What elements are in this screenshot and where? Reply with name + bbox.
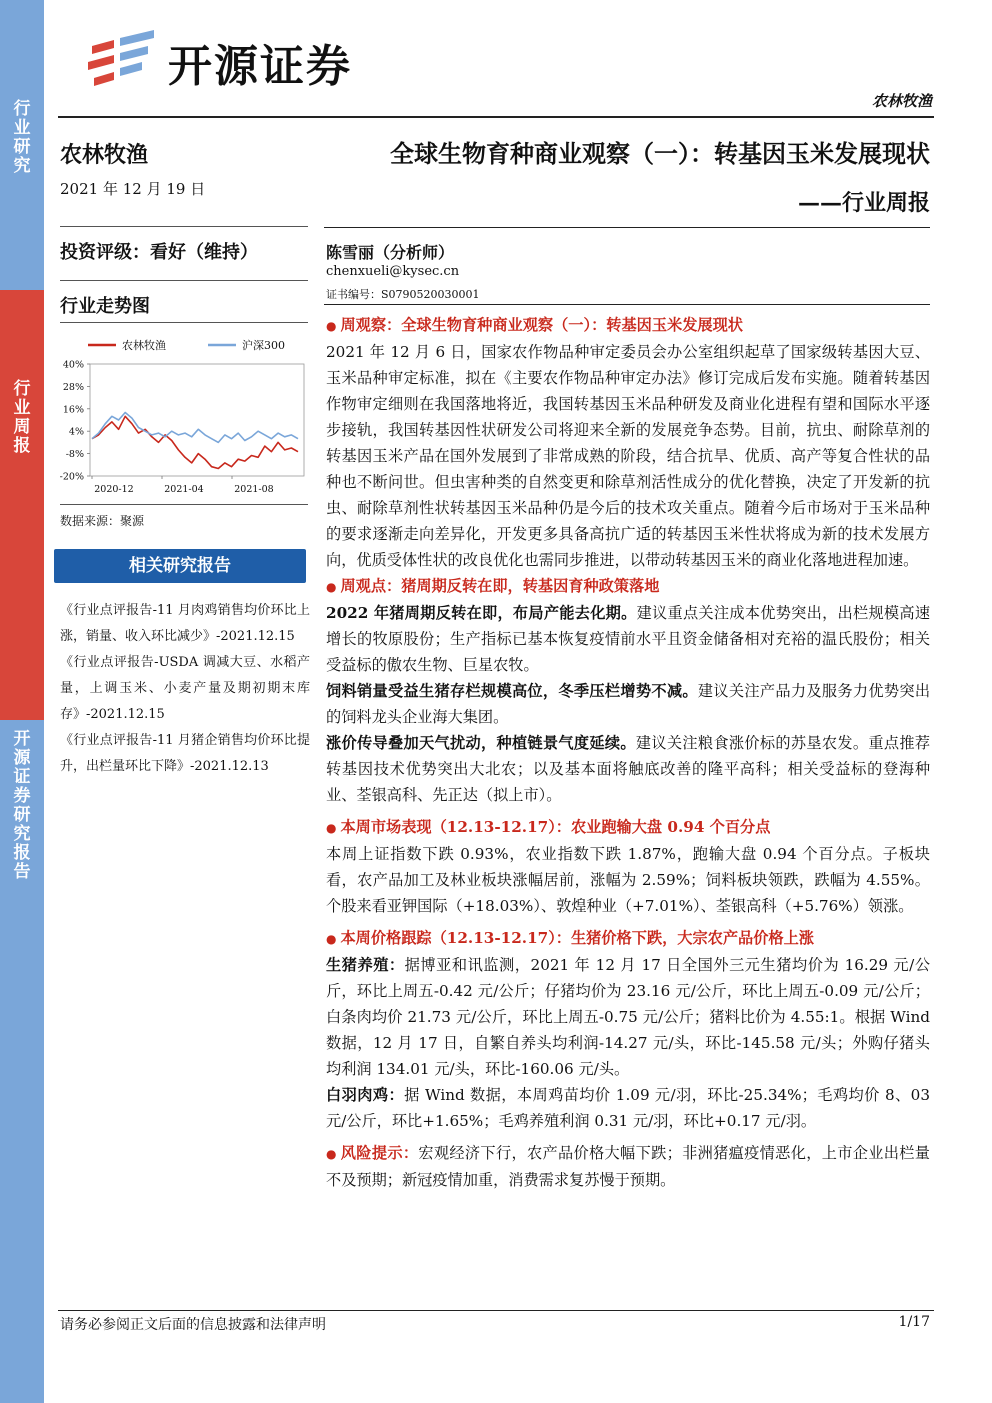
section-paragraph	[326, 678, 930, 730]
section-paragraph	[326, 1082, 930, 1134]
paragraph-text: 据博亚和讯监测，2021 年 12 月 17 日全国外三元生猪均价为 16.29 元/公斤，环比上周五-0.42 元/公斤；仔猪均价为 23.16 元/公斤，环比上周五-0.09 元/公斤；白条肉均价 21.73 元/公斤，环比上周五-0.75 元/公斤；猪料比价为 4.55:1。根据 Wind 数据，12 月 17 日，自繁自养头均利润-14.27 元/头，环比-145.58 元/头；外购仔猪头均利润 134.01 元/头，环比-160.06 元/头。	[326, 956, 931, 1078]
analyst-cert: 证书编号：S0790520030001	[326, 288, 480, 301]
paragraph-text: 建议关注产品力及服务力优势突出的饲料龙头企业海大集团。	[326, 682, 931, 726]
header-divider	[58, 116, 934, 118]
section-paragraph: 本周上证指数下跌 0.93%，农业指数下跌 1.87%，跑输大盘 0.94 个百分点。子板块看，农产品加工及林业板块涨幅居前，涨幅为 2.59%；饲料板块领跌，跌幅为 4.55%。个股来看亚钾国际（+18.03%）、敦煌种业（+7.01%）、荃银高科（+5.76%）领涨。	[326, 845, 930, 915]
data-source: 数据来源：聚源	[60, 514, 145, 528]
series-line-agri	[92, 416, 298, 468]
x-tick-label: 2021-04	[164, 484, 204, 495]
trend-title: 行业走势图	[60, 296, 150, 317]
paragraph-text: 建议关注粮食涨价标的苏垦农发。重点推荐转基因技术优势突出大北农；以及基本面将触底改善的隆平高科；相关受益标的登海种业、荃银高科、先正达（拟上市）。	[326, 734, 931, 804]
paragraph-lead: 生猪养殖：	[326, 956, 405, 974]
y-tick-label: 40%	[62, 359, 84, 371]
page-number: 1/17	[898, 1314, 930, 1330]
related-report-item[interactable]: 《行业点评报告-USDA 调减大豆、水稻产量，上调玉米、小麦产量及期初期末库存》-2021.12.15	[60, 655, 310, 722]
paragraph-text: 宏观经济下行，农产品价格大幅下跌；非洲猪瘟疫情恶化，上市企业出栏量不及预期；新冠疫情加重，消费需求复苏慢于预期。	[326, 1144, 930, 1189]
side-label-bot: 开源证券研究报告	[13, 729, 31, 882]
related-reports-list	[60, 598, 310, 780]
section-heading: ● 本周市场表现（12.13-12.17）：农业跑输大盘 0.94 个百分点	[326, 814, 930, 841]
risk-heading: ● 风险提示：	[326, 1144, 418, 1162]
y-tick-label: 28%	[62, 381, 84, 393]
left-divider	[60, 322, 308, 323]
brand-logo-icon	[84, 28, 160, 90]
legend-label: 农林牧渔	[122, 339, 166, 352]
industry-title: 农林牧渔	[60, 142, 149, 168]
y-tick-label: 4%	[68, 426, 84, 438]
y-tick-label: 16%	[62, 404, 84, 416]
analyst-email[interactable]: chenxueli@kysec.cn	[326, 264, 460, 279]
section-paragraph	[326, 952, 930, 1082]
report-date: 2021 年 12 月 19 日	[60, 180, 206, 198]
report-body	[326, 312, 930, 1193]
section-heading: ● 周观察：全球生物育种商业观察（一）：转基因玉米发展现状	[326, 312, 930, 339]
section-paragraph	[326, 1140, 930, 1193]
section-paragraph	[326, 600, 930, 678]
paragraph-lead: 2022 年猪周期反转在即，布局产能去化期。	[326, 604, 637, 622]
report-subtitle: ——行业周报	[797, 190, 930, 216]
paragraph-lead: 白羽肉鸡：	[326, 1086, 405, 1104]
plot-frame	[90, 364, 304, 476]
side-label-top: 行业研究	[13, 99, 31, 176]
related-report-item[interactable]: 《行业点评报告-11 月肉鸡销售均价环比上涨，销量、收入环比减少》-2021.12.15	[60, 603, 310, 644]
investment-rating: 投资评级：看好（维持）	[60, 242, 258, 263]
analyst-name: 陈雪丽（分析师）	[326, 243, 455, 262]
related-report-item[interactable]: 《行业点评报告-11 月猪企销售均价环比提升，出栏量环比下降》-2021.12.13	[60, 733, 310, 774]
side-strip-top	[0, 0, 44, 290]
left-divider	[60, 226, 308, 227]
section-paragraph: 2021 年 12 月 6 日，国家农作物品种审定委员会办公室组织起草了国家级转基因大豆、玉米品种审定标准，拟在《主要农作物品种审定办法》修订完成后发布实施。随着转基因作物审定细则在我国落地将近，我国转基因玉米品种研发及商业化进程有望和国际水平逐步接轨，我国转基因性状研发公司将迎来全新的发展竞争态势。目前，抗虫、耐除草剂的转基因玉米产品在国外发展到了非常成熟的阶段，结合抗旱、优质、高产等复合性状的品种也不断问世。但虫害种类的自然变更和除草剂活性成分的优化替换，决定了开发新的抗虫、耐除草剂性状转基因玉米品种仍是今后的技术攻关重点。随着今后市场对于玉米品种的要求逐渐走向差异化，开发更多具备高抗广适的转基因玉米性状将成为新的技术发展方向，优质受体性状的改良优化也需同步推进，以带动转基因玉米的商业化落地进程加速。	[326, 343, 930, 569]
analyst-divider	[324, 304, 930, 305]
paragraph-text: 据 Wind 数据，本周鸡苗均价 1.09 元/羽，环比-25.34%；毛鸡均价 8、03 元/公斤，环比+1.65%；毛鸡养殖利润 0.31 元/羽，环比+0.17 元/羽。	[326, 1086, 930, 1130]
brand-name: 开源证券	[168, 41, 352, 92]
left-divider	[60, 504, 308, 505]
industry-trend-chart	[48, 330, 310, 500]
paragraph-text: 建议重点关注成本优势突出，出栏规模高速增长的牧原股份；生产指标已基本恢复疫情前水平且资金储备相对充裕的温氏股份；相关受益标的傲农生物、巨星农牧。	[326, 604, 931, 674]
series-line-hs300	[92, 413, 298, 443]
side-strip-bot	[0, 720, 44, 1403]
section-heading: ● 本周价格跟踪（12.13-12.17）：生猪价格下跌，大宗农产品价格上涨	[326, 925, 930, 952]
legend-label: 沪深300	[242, 339, 285, 352]
y-tick-label: -8%	[65, 449, 84, 461]
related-reports-header: 相关研究报告	[54, 549, 306, 583]
report-title: 全球生物育种商业观察（一）：转基因玉米发展现状	[390, 139, 930, 168]
footer-divider	[58, 1310, 934, 1311]
paragraph-lead: 饲料销量受益生猪存栏规模高位，冬季压栏增势不减。	[326, 682, 698, 700]
section-paragraph	[326, 730, 930, 808]
section-heading: ● 周观点：猪周期反转在即，转基因育种政策落地	[326, 573, 930, 600]
x-tick-label: 2021-08	[234, 484, 274, 495]
x-tick-label: 2020-12	[94, 484, 134, 495]
header-category: 农林牧渔	[871, 92, 932, 110]
side-label-mid: 行业周报	[13, 379, 31, 456]
side-strip-mid	[0, 290, 44, 720]
left-divider	[60, 280, 308, 281]
paragraph-lead: 涨价传导叠加天气扰动，种植链景气度延续。	[326, 734, 636, 752]
footer-disclaimer: 请务必参阅正文后面的信息披露和法律声明	[60, 1317, 326, 1333]
y-tick-label: -20%	[59, 471, 84, 483]
title-divider	[324, 227, 930, 228]
